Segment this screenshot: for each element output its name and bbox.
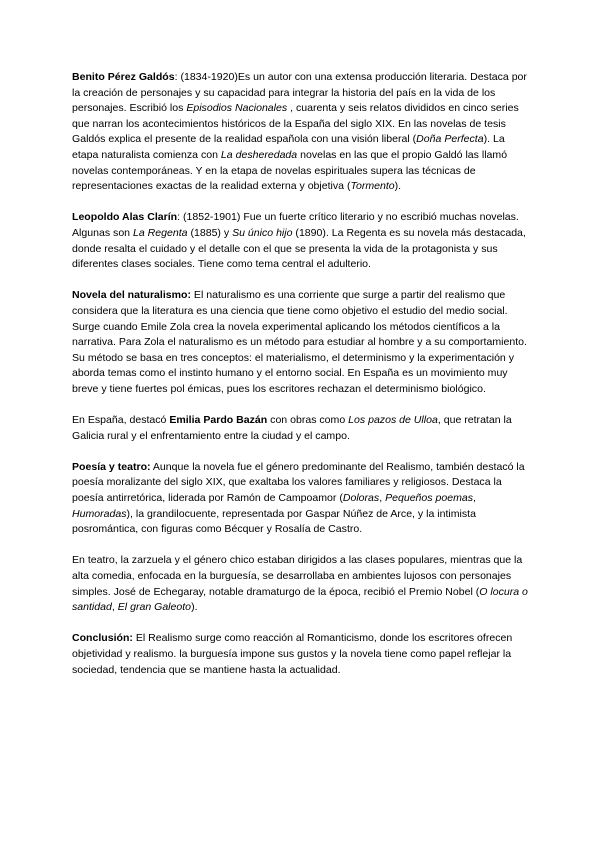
paragraph-pardo-bazan bbox=[72, 413, 530, 444]
italic-title-run: Tormento bbox=[350, 180, 395, 193]
text-run: (1890). La Regenta es su novela más destacada, donde resalta el cuidado y el detalle con el que se presenta la vida de la protagonista y sus diferentes clases sociales. Tiene como tema central el adulterio. bbox=[72, 226, 526, 271]
text-run: : (1834-1920)Es un autor con una extensa producción literaria. Destaca por la creación de personajes y su capacidad para integrar la historia del país en la vida de los personajes. Escribió los bbox=[72, 71, 527, 115]
text-run: El naturalismo es una corriente que surge a partir del realismo que considera que la literatura es una ciencia que tiene como objetivo el estudio del medio social. Surge cuando Emile Zola crea la novela experimental aplicando los métodos científicos a la narrativa. Para Zola el naturalismo es un método para estudiar al hombre y a su comportamiento. Su método se basa en tres conceptos: el materialismo, el determinismo y la experimentación y aborda temas como el instinto humano y el entorno social. En España es un movimiento muy breve y tiene fuertes pol émicas, pues los escritores rechazan el determinismo biológico. bbox=[72, 289, 527, 395]
paragraph-clarin bbox=[72, 210, 530, 272]
text-run: , cuarenta y seis relatos divididos en cinco series que narran los acontecimientos históricos de la España del siglo XIX. En las novelas de tesis Galdós explica el presente de la realidad española con una visión liberal ( bbox=[72, 102, 519, 146]
italic-title-run: Su único hijo bbox=[232, 226, 293, 239]
paragraph-galdos bbox=[72, 70, 530, 195]
text-run: , bbox=[379, 492, 386, 505]
text-run: (1885) y bbox=[187, 226, 233, 239]
text-run: ). La etapa naturalista comienza con bbox=[72, 133, 505, 161]
bold-text-run: Emilia Pardo Bazán bbox=[169, 414, 268, 427]
text-run: , bbox=[473, 492, 476, 505]
bold-text-run: Benito Pérez Galdós bbox=[72, 71, 175, 83]
bold-text-run: Conclusión: bbox=[72, 632, 133, 645]
paragraph-conclusion bbox=[72, 631, 530, 678]
bold-text-run: Poesía y teatro: bbox=[72, 460, 151, 473]
italic-title-run: Episodios Nacionales bbox=[186, 102, 288, 115]
text-run: novelas en las que el propio Galdó las llamó novelas contemporáneas. Y en la etapa de novelas espirituales supera las técnicas de representaciones exactas de la realidad externa y objetiva ( bbox=[72, 148, 508, 193]
italic-title-run: Pequeños poemas bbox=[385, 492, 474, 505]
italic-title-run: La Regenta bbox=[132, 226, 188, 239]
text-run: ). bbox=[394, 180, 402, 193]
text-run: con obras como bbox=[267, 414, 349, 427]
paragraph-naturalismo bbox=[72, 288, 530, 397]
italic-title-run: El gran Galeoto bbox=[117, 601, 192, 614]
text-run: : (1852-1901) Fue un fuerte crítico literario y no escribió muchas novelas. Algunas son bbox=[72, 211, 519, 239]
paragraph-poesia bbox=[72, 460, 530, 538]
italic-title-run: Humoradas bbox=[72, 507, 127, 520]
text-run: En teatro, la zarzuela y el género chico estaban dirigidos a las clases populares, mientras que la alta comedia, enfocada en la burguesía, se desarrollaba en ambientes lujosos con personajes simples. José de Echegaray, notable dramaturgo de la época, recibió el Premio Nobel ( bbox=[72, 554, 523, 598]
italic-title-run: Doloras bbox=[342, 492, 380, 505]
text-run: , bbox=[111, 601, 118, 614]
document-body bbox=[72, 70, 530, 694]
italic-title-run: La desheredada bbox=[220, 148, 298, 161]
text-run: Aunque la novela fue el género predominante del Realismo, también destacó la poesía moralizante del siglo XIX, que exaltaba los valores familiares y religiosos. Destaca la poesía antirretórica, liderada por Ramón de Campoamor ( bbox=[72, 460, 525, 505]
bold-text-run: Novela del naturalismo: bbox=[72, 289, 191, 302]
text-run: ). bbox=[191, 601, 198, 614]
paragraph-teatro bbox=[72, 553, 530, 615]
italic-title-run: Doña Perfecta bbox=[416, 133, 484, 146]
text-run: En España, destacó bbox=[72, 414, 170, 427]
italic-title-run: O locura o santidad bbox=[72, 585, 528, 614]
text-run: , que retratan la Galicia rural y el enfrentamiento entre la ciudad y el campo. bbox=[72, 414, 512, 442]
italic-title-run: Los pazos de Ulloa bbox=[348, 414, 438, 427]
bold-text-run: Leopoldo Alas Clarín bbox=[72, 211, 178, 224]
text-run: ), la grandilocuente, representada por Gaspar Núñez de Arce, y la intimista posromántica, con figuras como Bécquer y Rosalía de Castro. bbox=[72, 507, 476, 536]
text-run: El Realismo surge como reacción al Romanticismo, donde los escritores ofrecen objetividad y realismo. la burguesía impone sus gustos y la novela tiene como papel reflejar la sociedad, tendencia que se mantiene hasta la actualidad. bbox=[72, 632, 513, 676]
